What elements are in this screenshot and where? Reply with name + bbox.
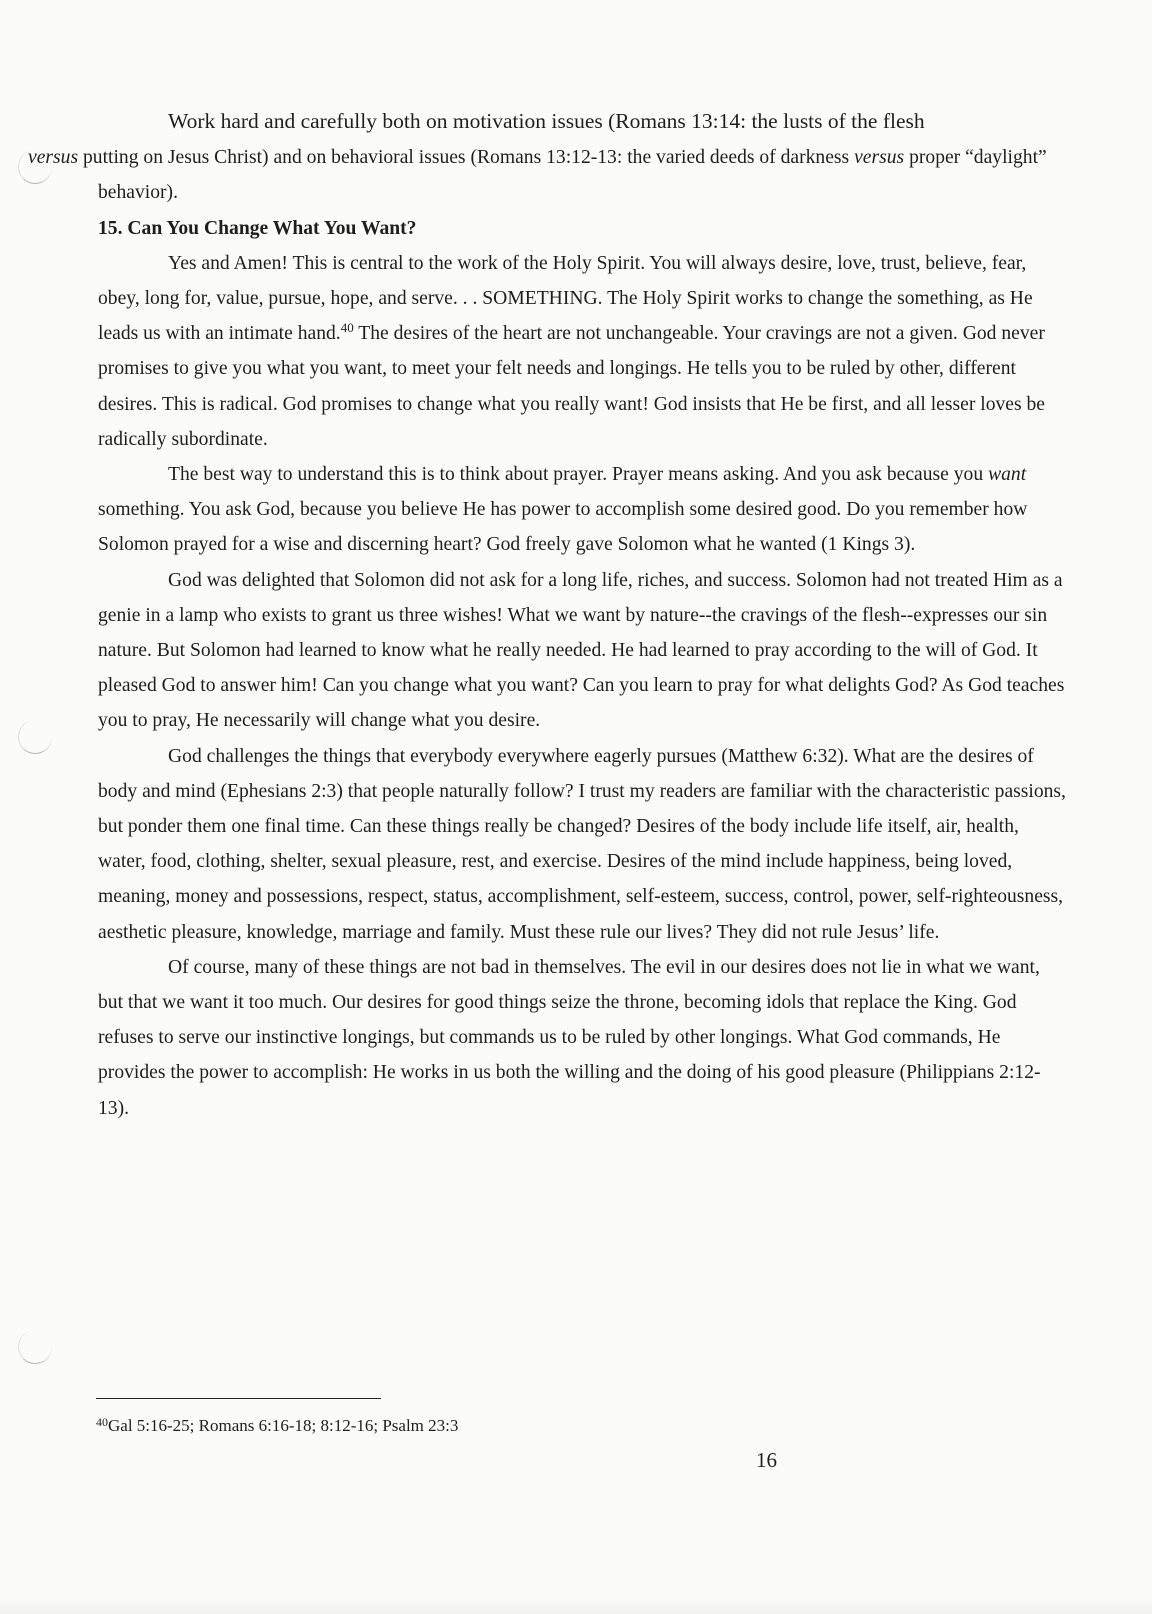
paragraph-2-part-b: something. You ask God, because you believe He has power to accomplish some desired good. Do you remember how Solomon prayed for a wise and discerning heart? God freely gave Solomon what he wanted (1 Kings 3). xyxy=(98,499,1028,556)
intro-part-2: putting on Jesus Christ) and on behavioral issues (Romans 13:12-13: the varied deeds of darkness xyxy=(78,147,855,169)
paragraph-1-part-b: The desires of the heart are not unchangeable. Your cravings are not a given. God never promises to give you what you want, to meet your felt needs and longings. He tells you to be ruled by other, different desires. This is radical. God promises to change what you really want! God insists that He be first, and all lesser loves be radically subordinate. xyxy=(98,323,1045,450)
paragraph-2 xyxy=(98,457,1068,563)
intro-versus-2: versus xyxy=(854,147,905,169)
punch-hole-bottom xyxy=(18,1330,52,1364)
paragraph-2-emphasis: want xyxy=(988,464,1027,486)
body-text xyxy=(28,104,1068,1126)
footnote-text: Gal 5:16-25; Romans 6:16-18; 8:12-16; Psalm 23:3 xyxy=(108,1416,459,1435)
paragraph-5: Of course, many of these things are not bad in themselves. The evil in our desires does not lie in what we want, but that we want it too much. Our desires for good things seize the throne, becoming idols that replace the King. God refuses to serve our instinctive longings, but commands us to be ruled by other longings. What God commands, He provides the power to accomplish: He works in us both the willing and the doing of his good pleasure (Philippians 2:12-13). xyxy=(98,956,1041,1119)
scan-edge xyxy=(0,1596,1152,1614)
punch-hole-middle xyxy=(18,720,52,754)
footnote-number: 40 xyxy=(96,1415,108,1429)
section-heading: 15. Can You Change What You Want? xyxy=(98,217,417,239)
paragraph-1-part-a: Yes and Amen! This is central to the work of the Holy Spirit. You will always desire, love, trust, believe, fear, obey, long for, value, pursue, hope, and serve. . . SOMETHING. The Holy Spirit works to change the something, as He leads us with an intimate hand. xyxy=(98,252,1033,345)
paragraph-1 xyxy=(98,246,1068,457)
intro-versus-1: versus xyxy=(28,147,79,169)
intro-paragraph xyxy=(28,104,1068,211)
footnote xyxy=(96,1408,458,1440)
page-number: 16 xyxy=(756,1448,777,1472)
intro-part-1: Work hard and carefully both on motivation issues (Romans 13:14: the lusts of the flesh xyxy=(168,109,925,133)
paragraph-4: God challenges the things that everybody everywhere eagerly pursues (Matthew 6:32). What are the desires of body and mind (Ephesians 2:3) that people naturally follow? I trust my readers are familiar with the characteristic passions, but ponder them one final time. Can these things really be changed? Desires of the body include life itself, air, health, water, food, clothing, shelter, sexual pleasure, rest, and exercise. Desires of the mind include happiness, being loved, meaning, money and possessions, respect, status, accomplishment, self-esteem, success, control, power, self-righteousness, aesthetic pleasure, knowledge, marriage and family. Must these rule our lives? They did not rule Jesus’ life. xyxy=(98,745,1066,943)
intro-part-3: proper “daylight” behavior). xyxy=(98,147,1047,204)
footnote-reference: 40 xyxy=(340,320,354,336)
paragraph-2-part-a: The best way to understand this is to think about prayer. Prayer means asking. And you ask because you xyxy=(168,464,989,486)
paragraph-3: God was delighted that Solomon did not ask for a long life, riches, and success. Solomon had not treated Him as a genie in a lamp who exists to grant us three wishes! What we want by nature--the cravings of the flesh--expresses our sin nature. But Solomon had learned to know what he really needed. He had learned to pray according to the will of God. It pleased God to answer him! Can you change what you want? Can you learn to pray for what delights God? As God teaches you to pray, He necessarily will change what you desire. xyxy=(98,569,1065,732)
footnote-divider xyxy=(96,1398,381,1399)
